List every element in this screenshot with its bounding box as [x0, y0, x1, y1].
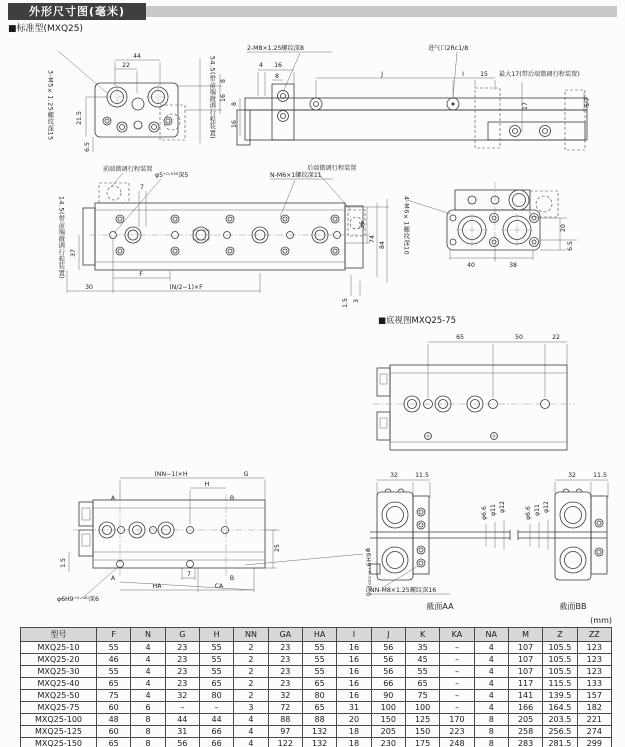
dim-74: 74: [369, 235, 376, 243]
drawing-plan-view: [55, 163, 395, 315]
table-row: [21, 714, 612, 726]
value-cell: 107: [508, 666, 542, 678]
dim-16-left: 16: [231, 120, 238, 128]
dim-32-aa: 32: [390, 472, 398, 479]
column-header: Z: [543, 628, 577, 642]
value-cell: 4: [234, 738, 268, 747]
column-header: GA: [268, 628, 302, 642]
section-aa-caption: 截面AA: [426, 602, 454, 611]
dim-phi6_6-bb: φ6.6: [525, 506, 532, 520]
model-cell: MXQ25-75: [21, 702, 97, 714]
value-cell: 170: [440, 714, 474, 726]
value-cell: 4: [131, 666, 165, 678]
dim-84: 84: [379, 241, 386, 249]
value-cell: 230: [371, 738, 405, 747]
value-cell: 18: [337, 738, 371, 747]
value-cell: 16: [337, 654, 371, 666]
value-cell: 56: [165, 738, 199, 747]
value-cell: 65: [97, 738, 131, 747]
value-cell: 2: [234, 642, 268, 654]
dim-1_5: 1.5: [342, 298, 349, 308]
dim-11_5-aa: 11.5: [415, 472, 429, 479]
value-cell: 205: [371, 726, 405, 738]
air-port-label: 进气口2Rc1/8: [428, 45, 469, 52]
dim-16-right: 16: [220, 94, 227, 102]
value-cell: 133: [577, 678, 611, 690]
column-header: K: [405, 628, 439, 642]
dim-5_7: 5.7: [584, 97, 591, 107]
value-cell: 66: [371, 678, 405, 690]
column-header: M: [508, 628, 542, 642]
value-cell: 16: [337, 642, 371, 654]
dim-3: 3: [353, 299, 360, 303]
section-mark-B-top: B: [229, 495, 235, 502]
value-cell: 4: [234, 714, 268, 726]
front-adjuster-label: 前端微调行程装置: [103, 166, 153, 173]
value-cell: 16: [337, 678, 371, 690]
value-cell: 150: [371, 714, 405, 726]
value-cell: 122: [268, 738, 302, 747]
column-header: ZZ: [577, 628, 611, 642]
value-cell: 32: [268, 690, 302, 702]
value-cell: 46: [97, 654, 131, 666]
model-cell: MXQ25-50: [21, 690, 97, 702]
drawing-cross-sections: [368, 468, 625, 618]
table-row: [21, 642, 612, 654]
value-cell: 4: [131, 654, 165, 666]
value-cell: 4: [131, 642, 165, 654]
table-row: [21, 702, 612, 714]
value-cell: 23: [268, 642, 302, 654]
table-row: [21, 678, 612, 690]
value-cell: 150: [405, 726, 439, 738]
dim-38: 38: [509, 262, 517, 269]
value-cell: 23: [165, 654, 199, 666]
value-cell: 100: [371, 702, 405, 714]
column-header: NN: [234, 628, 268, 642]
dim-32-bb: 32: [568, 472, 576, 479]
dim-20: 20: [560, 224, 567, 232]
dim-7-bottom: 7: [187, 571, 191, 578]
dim-21_5: 21.5: [76, 111, 83, 125]
dim-G: G: [243, 471, 249, 478]
value-cell: –: [165, 702, 199, 714]
value-cell: 80: [302, 690, 336, 702]
value-cell: 23: [165, 642, 199, 654]
dim-1_5-left: 1.5: [60, 558, 67, 568]
value-cell: 123: [577, 654, 611, 666]
value-cell: 56: [371, 654, 405, 666]
value-cell: 55: [302, 642, 336, 654]
value-cell: 105.5: [543, 642, 577, 654]
unit-label: (mm): [590, 616, 612, 625]
dim-8-right: 8: [220, 79, 227, 83]
model-cell: MXQ25-20: [21, 654, 97, 666]
value-cell: 4: [474, 642, 508, 654]
value-cell: 23: [268, 678, 302, 690]
value-cell: 8: [474, 726, 508, 738]
value-cell: 8: [131, 714, 165, 726]
value-cell: 88: [302, 714, 336, 726]
value-cell: 248: [440, 738, 474, 747]
value-cell: 182: [577, 702, 611, 714]
dim-6_5: 6.5: [84, 142, 91, 152]
value-cell: 55: [302, 654, 336, 666]
value-cell: 157: [577, 690, 611, 702]
value-cell: 75: [405, 690, 439, 702]
dim-phi12-aa: φ12: [499, 501, 506, 513]
value-cell: 132: [302, 726, 336, 738]
table-row: [21, 690, 612, 702]
value-cell: 65: [302, 678, 336, 690]
value-cell: 299: [577, 738, 611, 747]
bottom-view-title: ■底视图MXQ25-75: [378, 316, 457, 326]
dim-30: 30: [85, 284, 93, 291]
value-cell: –: [440, 702, 474, 714]
dimension-table-body: [21, 642, 612, 747]
value-cell: 32: [165, 690, 199, 702]
value-cell: 60: [97, 702, 131, 714]
value-cell: 31: [165, 726, 199, 738]
dim-11_5-bb: 11.5: [593, 472, 607, 479]
value-cell: 4: [474, 690, 508, 702]
value-cell: 141: [508, 690, 542, 702]
value-cell: 55: [199, 666, 233, 678]
pin-hole-label-left: φ6H9⁺⁰·⁰³⁰深6: [57, 596, 99, 603]
section-mark-A-bottom: A: [110, 575, 116, 582]
value-cell: 16: [337, 666, 371, 678]
dim-37: 37: [70, 249, 77, 257]
value-cell: 90: [371, 690, 405, 702]
column-header: G: [165, 628, 199, 642]
table-row: [21, 654, 612, 666]
value-cell: –: [440, 690, 474, 702]
dim-phi11-aa: φ11: [490, 504, 497, 516]
value-cell: 88: [268, 714, 302, 726]
value-cell: –: [199, 702, 233, 714]
drawing-side-view: [232, 40, 624, 162]
thread-label-4xM6: 4-M6×1螺纹深10: [402, 196, 410, 256]
value-cell: 55: [199, 654, 233, 666]
dim-15: 15: [480, 71, 488, 78]
value-cell: 117: [508, 678, 542, 690]
value-cell: 23: [268, 666, 302, 678]
column-header: J: [371, 628, 405, 642]
pin-hole-label: φ5⁺⁰·⁰³⁰深5: [155, 172, 189, 179]
height-54_5-label: 54.5(带前端微调行程装置): [208, 56, 216, 140]
value-cell: 8: [474, 738, 508, 747]
value-cell: 75: [97, 690, 131, 702]
drawing-rear-end-view: [395, 178, 625, 306]
value-cell: 8: [474, 714, 508, 726]
value-cell: 223: [440, 726, 474, 738]
value-cell: 4: [474, 702, 508, 714]
dim-40: 40: [467, 262, 475, 269]
dim-NF: (N/2−1)×F: [169, 284, 203, 291]
dim-7: 7: [140, 184, 144, 191]
value-cell: 20: [337, 714, 371, 726]
value-cell: 72: [268, 702, 302, 714]
value-cell: 2: [234, 678, 268, 690]
value-cell: 48: [97, 714, 131, 726]
dim-8-top: 8: [275, 73, 279, 80]
dimension-table-wrap: [20, 627, 612, 747]
value-cell: 65: [405, 678, 439, 690]
column-header: HA: [302, 628, 336, 642]
dim-phi12-bb: φ12: [543, 501, 550, 513]
column-header: F: [97, 628, 131, 642]
value-cell: 4: [234, 726, 268, 738]
value-cell: 203.5: [543, 714, 577, 726]
value-cell: 175: [405, 738, 439, 747]
value-cell: 3: [234, 702, 268, 714]
value-cell: 107: [508, 654, 542, 666]
dim-16-top: 16: [274, 62, 282, 69]
section-mark-B-bottom: B: [229, 575, 235, 582]
dim-44: 44: [133, 53, 141, 60]
value-cell: –: [440, 678, 474, 690]
value-cell: 56: [371, 666, 405, 678]
thread-label-2xM8: 2-M8×1.25螺纹深8: [247, 45, 304, 52]
pin-hole-label-right: φ6H9⁺⁰·⁰³⁰深6: [364, 548, 372, 597]
value-cell: 274: [577, 726, 611, 738]
dim-6_5-rear: 6.5: [567, 241, 574, 251]
value-cell: 55: [405, 666, 439, 678]
drawing-bottom-view-75: [375, 328, 625, 460]
value-cell: 4: [474, 678, 508, 690]
dim-NN1xH: (NN−1)×H: [154, 471, 188, 478]
dim-CA: CA: [214, 583, 224, 590]
value-cell: 258: [508, 726, 542, 738]
model-cell: MXQ25-100: [21, 714, 97, 726]
standard-type-subtitle: ■标准型(MXQ25): [8, 24, 83, 34]
value-cell: –: [440, 642, 474, 654]
table-row: [21, 666, 612, 678]
value-cell: 2: [234, 654, 268, 666]
dim-36: 36: [359, 221, 366, 229]
dim-H: H: [204, 481, 210, 488]
value-cell: 100: [405, 702, 439, 714]
column-header: I: [337, 628, 371, 642]
dim-22: 22: [552, 334, 560, 341]
dim-17: 17: [522, 102, 529, 110]
value-cell: 2: [234, 666, 268, 678]
model-cell: MXQ25-40: [21, 678, 97, 690]
value-cell: 4: [474, 666, 508, 678]
value-cell: 281.5: [543, 738, 577, 747]
value-cell: 4: [131, 678, 165, 690]
dim-25: 25: [274, 544, 281, 552]
max-17-label: 最大17(带后端微调行程装置): [499, 71, 580, 78]
column-header: N: [131, 628, 165, 642]
model-cell: MXQ25-125: [21, 726, 97, 738]
value-cell: 23: [165, 678, 199, 690]
table-header-row: [21, 628, 612, 642]
table-row: [21, 738, 612, 747]
value-cell: 18: [337, 726, 371, 738]
value-cell: 125: [405, 714, 439, 726]
dim-phi11-bb: φ11: [534, 504, 541, 516]
value-cell: 44: [199, 714, 233, 726]
thread-label-3xM5: 3-M5×1.25螺纹深15: [46, 70, 54, 141]
value-cell: 221: [577, 714, 611, 726]
column-header: 型号: [21, 628, 97, 642]
value-cell: 31: [337, 702, 371, 714]
value-cell: 139.5: [543, 690, 577, 702]
dim-4: 4: [259, 62, 263, 69]
value-cell: 65: [199, 678, 233, 690]
column-header: H: [199, 628, 233, 642]
value-cell: 283: [508, 738, 542, 747]
dim-I: I: [462, 71, 464, 78]
value-cell: 105.5: [543, 654, 577, 666]
section-mark-A-top: A: [110, 495, 116, 502]
value-cell: 55: [97, 666, 131, 678]
value-cell: 164.5: [543, 702, 577, 714]
value-cell: 65: [302, 702, 336, 714]
dim-50: 50: [515, 334, 523, 341]
value-cell: 55: [199, 642, 233, 654]
value-cell: 23: [268, 654, 302, 666]
dim-8-left: 8: [231, 102, 238, 106]
column-header: NA: [474, 628, 508, 642]
dim-F: F: [139, 271, 143, 278]
value-cell: 6: [131, 702, 165, 714]
model-cell: MXQ25-10: [21, 642, 97, 654]
value-cell: 35: [405, 642, 439, 654]
rear-adjuster-label: 后端微调行程装置: [307, 165, 357, 172]
value-cell: 2: [234, 690, 268, 702]
dim-phi6_6-aa: φ6.6: [481, 506, 488, 520]
value-cell: 256.5: [543, 726, 577, 738]
value-cell: 8: [131, 738, 165, 747]
drawing-bottom-view: [55, 468, 395, 620]
value-cell: 166: [508, 702, 542, 714]
value-cell: 60: [97, 726, 131, 738]
value-cell: 8: [131, 726, 165, 738]
page-title: 外形尺寸图(毫米): [8, 3, 146, 20]
value-cell: 115.5: [543, 678, 577, 690]
dim-22: 22: [122, 62, 130, 69]
value-cell: 44: [165, 714, 199, 726]
value-cell: 205: [508, 714, 542, 726]
value-cell: 107: [508, 642, 542, 654]
thread-label-NxM6: N-M6×1螺纹深11: [270, 172, 322, 179]
value-cell: 80: [199, 690, 233, 702]
value-cell: 4: [474, 654, 508, 666]
value-cell: 23: [165, 666, 199, 678]
section-bb-caption: 截面BB: [559, 602, 587, 611]
value-cell: 132: [302, 738, 336, 747]
value-cell: 97: [268, 726, 302, 738]
value-cell: 66: [199, 726, 233, 738]
value-cell: 4: [131, 690, 165, 702]
value-cell: 45: [405, 654, 439, 666]
value-cell: 105.5: [543, 666, 577, 678]
value-cell: 123: [577, 666, 611, 678]
value-cell: 65: [97, 678, 131, 690]
value-cell: 66: [199, 738, 233, 747]
model-cell: MXQ25-30: [21, 666, 97, 678]
value-cell: 16: [337, 690, 371, 702]
dim-65: 65: [456, 334, 464, 341]
height-14_5-label: 14.5(带前端微调行程装置): [57, 196, 65, 280]
model-cell: MXQ25-150: [21, 738, 97, 747]
drawing-front-end-view: [50, 48, 245, 180]
value-cell: 55: [97, 642, 131, 654]
dimension-table: [20, 627, 612, 747]
column-header: KA: [440, 628, 474, 642]
value-cell: 56: [371, 642, 405, 654]
table-row: [21, 726, 612, 738]
dim-J: J: [381, 71, 383, 78]
value-cell: 55: [302, 666, 336, 678]
value-cell: –: [440, 666, 474, 678]
value-cell: 123: [577, 642, 611, 654]
thread-label-NNxM8: NN-M8×1.25螺纹深16: [370, 587, 437, 594]
value-cell: –: [440, 654, 474, 666]
dim-HA: HA: [152, 583, 162, 590]
